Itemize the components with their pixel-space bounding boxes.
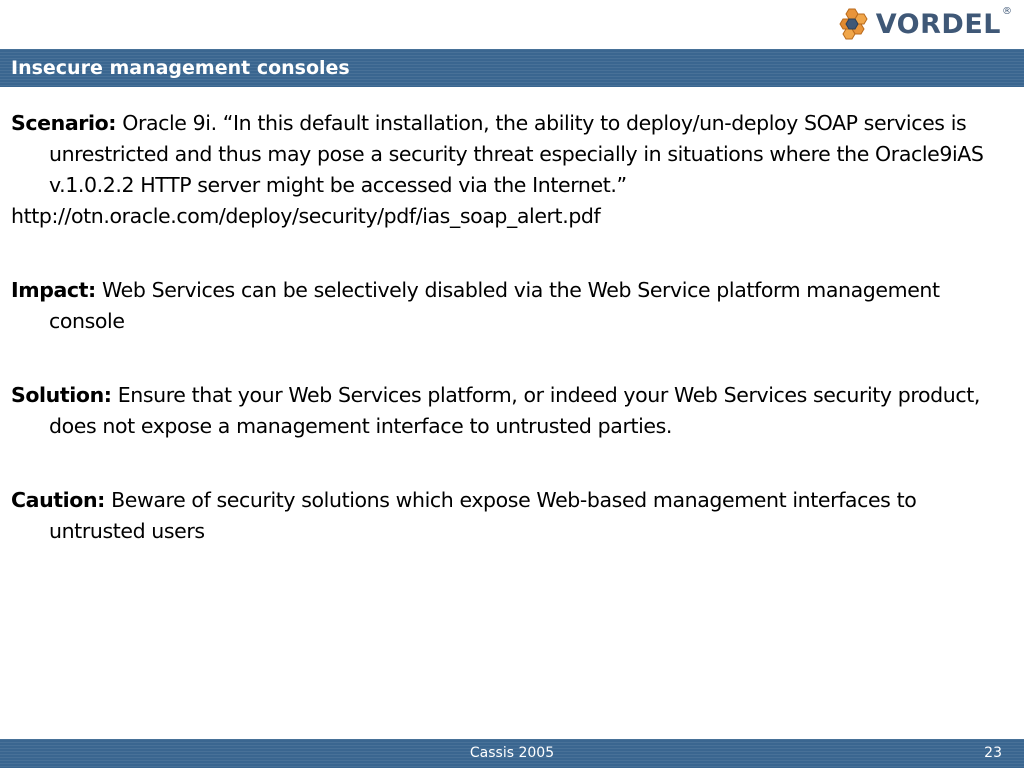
footer-bar xyxy=(0,739,1024,768)
impact-text: Web Services can be selectively disabled via the Web Service platform management console xyxy=(49,278,940,333)
solution-paragraph xyxy=(11,380,1017,442)
vordel-hexagon-logo-icon xyxy=(838,6,872,42)
caution-label: Caution: xyxy=(11,488,105,512)
scenario-text: Oracle 9i. “In this default installation, the ability to deploy/un-deploy SOAP services is unrestricted and thus may pose a security threat especially in situations where the Oracle9iAS v.1.0.2.2 HTTP server might be accessed via the Internet.” xyxy=(49,111,984,197)
title-bar xyxy=(0,49,1024,87)
caution-text: Beware of security solutions which expose Web-based management interfaces to untrusted users xyxy=(49,488,917,543)
logo-wordmark: VORDEL xyxy=(875,8,1001,40)
scenario-paragraph xyxy=(11,108,1017,232)
footer-event-label: Cassis 2005 xyxy=(469,745,555,761)
impact-label: Impact: xyxy=(11,278,96,302)
slide-title: Insecure management consoles xyxy=(11,57,350,79)
vordel-logo xyxy=(838,4,1012,44)
scenario-url: http://otn.oracle.com/deploy/security/pdf/ias_soap_alert.pdf xyxy=(11,204,601,228)
scenario-label: Scenario: xyxy=(11,111,117,135)
registered-mark: ® xyxy=(1002,6,1012,17)
caution-paragraph xyxy=(11,485,1017,547)
solution-text: Ensure that your Web Services platform, or indeed your Web Services security product, does not expose a management interface to untrusted parties. xyxy=(49,383,980,438)
impact-paragraph xyxy=(11,275,1017,337)
page-number: 23 xyxy=(984,745,1002,761)
slide-content xyxy=(11,108,1017,590)
solution-label: Solution: xyxy=(11,383,112,407)
